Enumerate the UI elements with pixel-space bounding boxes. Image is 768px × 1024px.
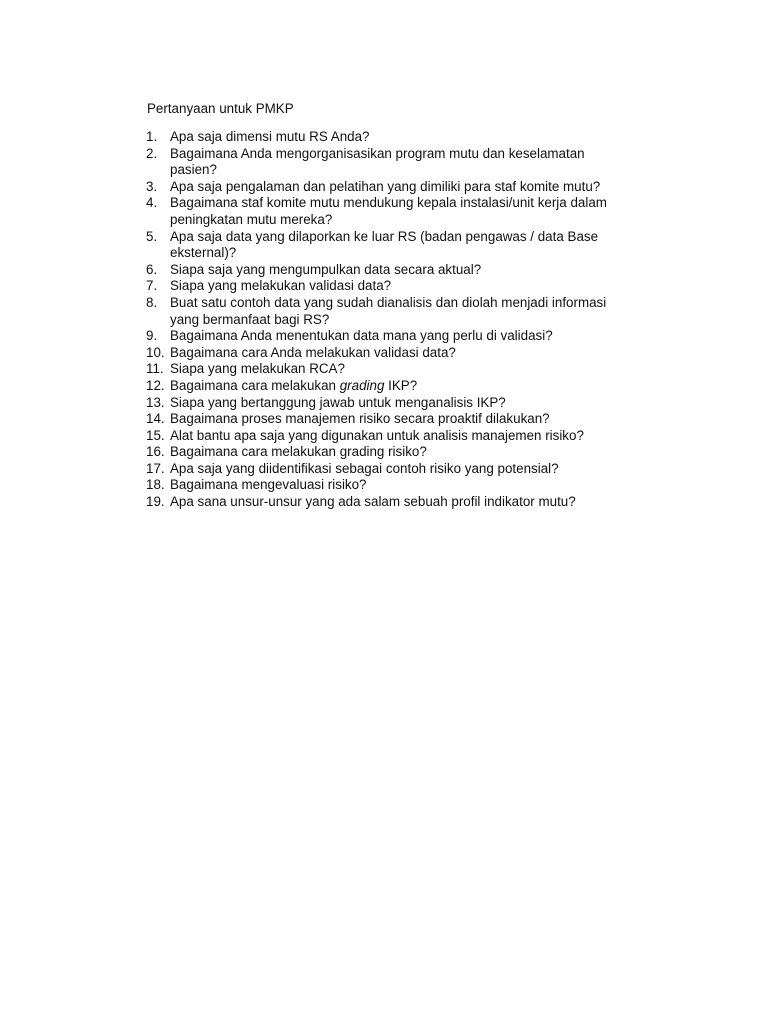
question-number: 19. xyxy=(146,494,165,510)
question-line: eksternal)? xyxy=(170,245,237,261)
question-item-12 xyxy=(146,378,646,395)
question-line: peningkatan mutu mereka? xyxy=(170,211,333,227)
question-number: 8. xyxy=(146,294,158,310)
question-line: Buat satu contoh data yang sudah dianalisis dan diolah menjadi informasi xyxy=(170,294,607,310)
question-line: Apa saja pengalaman dan pelatihan yang dimiliki para staf komite mutu? xyxy=(170,178,601,194)
question-line: Siapa saja yang mengumpulkan data secara aktual? xyxy=(170,261,482,277)
question-text xyxy=(170,494,646,511)
question-number: 13. xyxy=(146,394,165,410)
question-number: 15. xyxy=(146,427,165,443)
question-item-16 xyxy=(146,444,646,461)
question-item-7 xyxy=(146,278,646,295)
question-item-18 xyxy=(146,477,646,494)
question-text xyxy=(170,262,646,279)
question-item-10 xyxy=(146,345,646,362)
question-segment: Bagaimana cara melakukan xyxy=(170,377,340,393)
question-line: Bagaimana proses manajemen risiko secara proaktif dilakukan? xyxy=(170,411,550,427)
question-text xyxy=(170,229,646,262)
question-text xyxy=(170,179,646,196)
question-number: 2. xyxy=(146,145,158,161)
question-line: Bagaimana mengevaluasi risiko? xyxy=(170,477,367,493)
question-text xyxy=(170,378,646,395)
question-item-13 xyxy=(146,395,646,412)
question-number: 9. xyxy=(146,328,158,344)
question-line: pasien? xyxy=(170,162,217,178)
question-line: Apa saja data yang dilaporkan ke luar RS (badan pengawas / data Base xyxy=(170,228,599,244)
question-line: Bagaimana Anda mengorganisasikan program mutu dan keselamatan xyxy=(170,145,585,161)
question-segment-italic: grading xyxy=(339,377,385,393)
question-text xyxy=(170,428,646,445)
question-item-19 xyxy=(146,494,646,511)
question-item-9 xyxy=(146,328,646,345)
question-number: 17. xyxy=(146,460,165,476)
question-number: 12. xyxy=(146,377,165,393)
question-list xyxy=(146,129,646,511)
question-number: 5. xyxy=(146,228,158,244)
question-line: Siapa yang melakukan validasi data? xyxy=(170,278,392,294)
question-item-6 xyxy=(146,262,646,279)
question-text xyxy=(170,411,646,428)
question-text xyxy=(170,361,646,378)
question-line: Apa saja dimensi mutu RS Anda? xyxy=(170,129,370,144)
question-number: 11. xyxy=(146,361,164,377)
question-item-14 xyxy=(146,411,646,428)
question-number: 7. xyxy=(146,278,158,294)
question-item-3 xyxy=(146,179,646,196)
question-item-15 xyxy=(146,428,646,445)
question-line: Siapa yang bertanggung jawab untuk menganalisis IKP? xyxy=(170,394,506,410)
question-text xyxy=(170,395,646,412)
question-line: Bagaimana staf komite mutu mendukung kepala instalasi/unit kerja dalam xyxy=(170,195,607,211)
question-text xyxy=(170,129,646,146)
question-text xyxy=(170,477,646,494)
question-number: 14. xyxy=(146,411,165,427)
document-title: Pertanyaan untuk PMKP xyxy=(147,101,294,116)
question-segment: IKP? xyxy=(384,377,418,393)
question-line: Bagaimana cara melakukan grading risiko? xyxy=(170,444,427,460)
question-line: Alat bantu apa saja yang digunakan untuk analisis manajemen risiko? xyxy=(170,427,584,443)
question-number: 18. xyxy=(146,477,165,493)
question-number: 16. xyxy=(146,444,165,460)
question-number: 10. xyxy=(146,344,165,360)
question-text xyxy=(170,295,646,328)
question-item-2 xyxy=(146,146,646,179)
question-line: Siapa yang melakukan RCA? xyxy=(170,361,345,377)
question-item-4 xyxy=(146,195,646,228)
question-item-1 xyxy=(146,129,646,146)
question-text xyxy=(170,146,646,179)
question-number: 6. xyxy=(146,261,158,277)
question-line: Bagaimana Anda menentukan data mana yang perlu di validasi? xyxy=(170,328,553,344)
question-number: 3. xyxy=(146,178,158,194)
question-item-17 xyxy=(146,461,646,478)
question-number: 4. xyxy=(146,195,158,211)
question-text xyxy=(170,461,646,478)
question-item-8 xyxy=(146,295,646,328)
question-text xyxy=(170,195,646,228)
question-text xyxy=(170,444,646,461)
question-item-11 xyxy=(146,361,646,378)
question-line: Apa saja yang diidentifikasi sebagai contoh risiko yang potensial? xyxy=(170,460,559,476)
question-number: 1. xyxy=(146,129,158,144)
question-text xyxy=(170,345,646,362)
question-line: Apa sana unsur-unsur yang ada salam sebuah profil indikator mutu? xyxy=(170,494,576,510)
question-text xyxy=(170,328,646,345)
question-text xyxy=(170,278,646,295)
question-item-5 xyxy=(146,229,646,262)
question-line: Bagaimana cara Anda melakukan validasi data? xyxy=(170,344,456,360)
question-line: yang bermanfaat bagi RS? xyxy=(170,311,330,327)
